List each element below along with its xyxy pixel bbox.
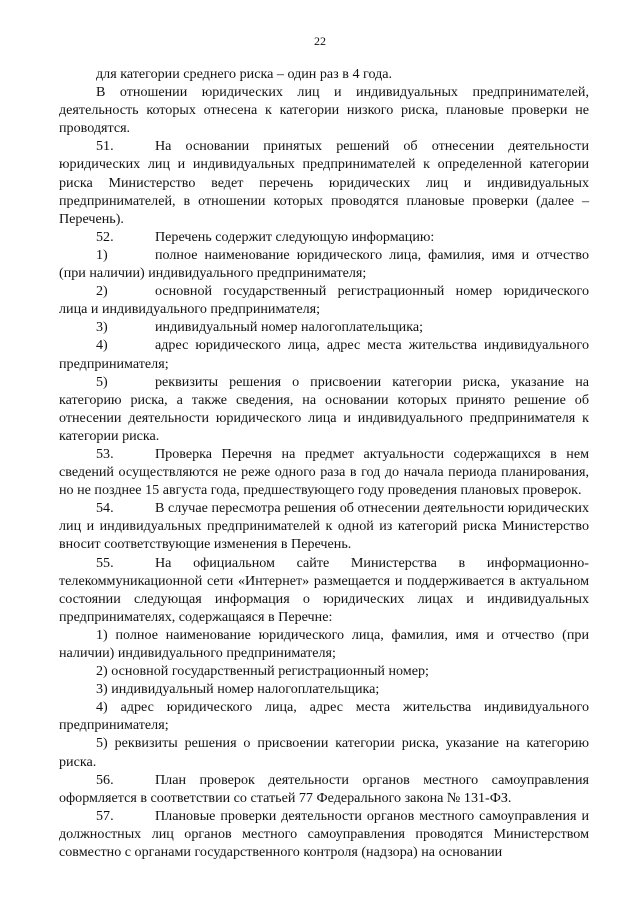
paragraph-text: Проверка Перечня на предмет актуальности содержащихся в нем сведений осуществляются не реже одного раза в год до начала периода планирования, но не позднее 15 августа года, предшествующего году проведения плановых проверок. xyxy=(59,445,589,499)
paragraph-number: 52. xyxy=(96,228,114,245)
paragraph-text: для категории среднего риска – один раз в 4 года. xyxy=(96,66,393,82)
list-item-text: 5) реквизиты решения о присвоении категории риска, указание на категорию риска. xyxy=(59,735,589,770)
list-item xyxy=(59,680,589,698)
paragraph xyxy=(59,228,589,246)
list-item xyxy=(59,734,589,770)
page-number: 22 xyxy=(314,34,326,48)
list-item xyxy=(59,626,589,662)
list-item xyxy=(59,318,589,336)
list-item xyxy=(59,698,589,734)
paragraph-number: 57. xyxy=(96,807,114,824)
paragraph-text: В случае пересмотра решения об отнесении деятельности юридических лиц и индивидуальных предпринимателей к одной из категорий риска Министерство вносит соответствующие изменения в Перечень. xyxy=(59,500,589,553)
list-item xyxy=(59,282,589,318)
paragraph-text: На основании принятых решений об отнесении деятельности юридических лиц и индивидуальных предпринимателей к определенной категории риска Министерство ведет перечень юридических лиц и индивидуальных предпринимателей, в отношении которых проводятся плановые проверки (далее – Перечень). xyxy=(59,138,589,227)
list-item-number: 5) xyxy=(96,373,108,390)
list-item-text: полное наименование юридического лица, фамилия, имя и отчество (при наличии) индивидуального предпринимателя; xyxy=(59,246,589,282)
paragraph xyxy=(59,65,589,83)
paragraph-number: 51. xyxy=(96,138,114,155)
list-item-number: 3) xyxy=(96,319,108,336)
paragraph xyxy=(59,137,589,227)
list-item-text: 3) индивидуальный номер налогоплательщика; xyxy=(96,681,380,698)
list-item-number: 2) xyxy=(96,283,108,300)
paragraph-text: В отношении юридических лиц и индивидуальных предпринимателей, деятельность которых отнесена к категории низкого риска, плановые проверки не проводятся. xyxy=(59,84,589,137)
list-item xyxy=(59,246,589,282)
list-item-number: 1) xyxy=(96,246,108,263)
paragraph-text: План проверок деятельности органов местного самоуправления оформляется в соответствии со статьей 77 Федерального закона № 131-ФЗ. xyxy=(59,771,589,806)
paragraph-text: На официальном сайте Министерства в информационно-телекоммуникационной сети «Интернет» размещается и поддерживается в актуальном состоянии следующая информация о юридических лицах и индивидуальных предпринимателях, содержащаяся в Перечне: xyxy=(59,554,589,625)
paragraph-number: 56. xyxy=(96,771,114,788)
paragraph-text: Плановые проверки деятельности органов местного самоуправления и должностных лиц органов местного самоуправления проводятся Министерством совместно с органами государственного контроля (надзора) на основании xyxy=(59,807,589,861)
paragraph-number: 55. xyxy=(96,554,114,571)
list-item-text: 2) основной государственный регистрационный номер; xyxy=(96,663,429,680)
document-body xyxy=(59,65,589,861)
list-item-text: адрес юридического лица, адрес места жительства индивидуального предпринимателя; xyxy=(59,337,589,372)
paragraph-text: Перечень содержит следующую информацию: xyxy=(155,228,435,245)
list-item-number: 4) xyxy=(96,337,108,354)
list-item-text: основной государственный регистрационный номер юридического лица и индивидуального предпринимателя; xyxy=(59,283,589,318)
list-item-text: индивидуальный номер налогоплательщика; xyxy=(155,319,424,336)
paragraph-number: 54. xyxy=(96,500,114,517)
paragraph xyxy=(59,445,589,499)
list-item-text: 4) адрес юридического лица, адрес места жительства индивидуального предпринимателя; xyxy=(59,699,589,734)
list-item xyxy=(59,662,589,680)
list-item-text: 1) полное наименование юридического лица, фамилия, имя и отчество (при наличии) индивидуального предпринимателя; xyxy=(59,626,589,661)
list-item xyxy=(59,373,589,445)
list-item-text: реквизиты решения о присвоении категории риска, указание на категорию риска, а также сведения, на основании которых принято решение об отнесении деятельности юридического лица и индивидуального предпринимателя к категории риска. xyxy=(59,373,589,444)
paragraph xyxy=(59,83,589,137)
paragraph xyxy=(59,807,589,861)
paragraph xyxy=(59,499,589,553)
paragraph xyxy=(59,554,589,626)
paragraph-number: 53. xyxy=(96,445,114,462)
list-item xyxy=(59,336,589,372)
paragraph xyxy=(59,771,589,807)
